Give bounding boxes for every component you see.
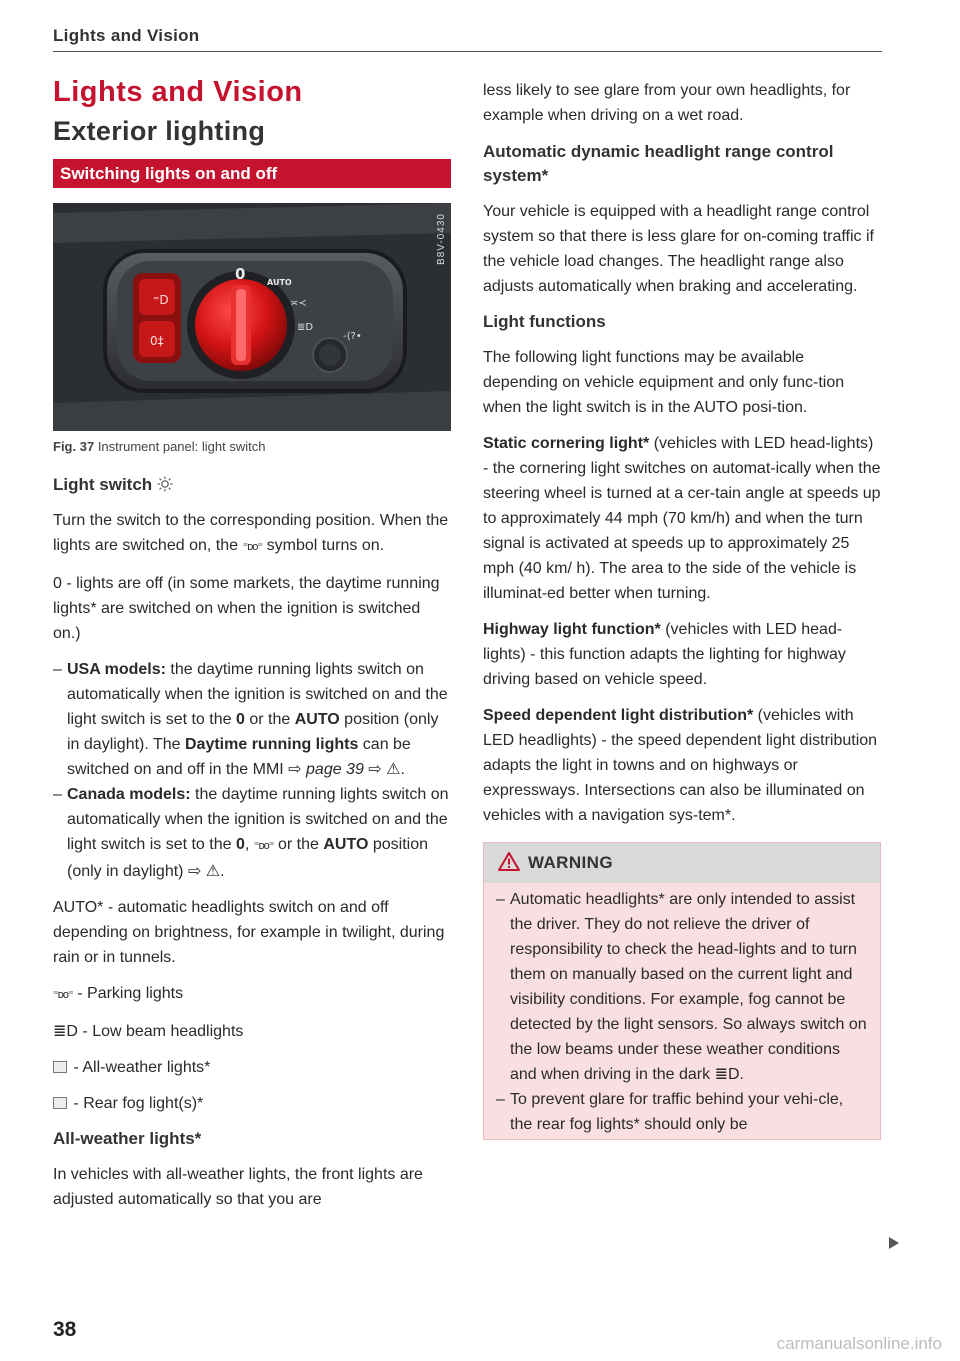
light-switch-paragraph: Turn the switch to the corresponding position. When the lights are switched on, the ⁼ᴅᴏ⁼ symbol turns on. xyxy=(53,512,449,554)
parking-light-symbol-icon: ⁼ᴅᴏ⁼ xyxy=(242,541,263,553)
figure-caption-text: Instrument panel: light switch xyxy=(97,439,266,454)
page-number: 38 xyxy=(53,1318,77,1341)
parking-light-symbol-icon: ⁼ᴅᴏ⁼ xyxy=(253,840,274,852)
light-switch-illustration xyxy=(53,203,451,431)
figure-caption-label: Fig. 37 xyxy=(53,439,95,454)
warning-header xyxy=(484,843,880,883)
warning-item: – To prevent glare for traffic behind your vehi-cle, the rear fog lights* should only be xyxy=(496,1087,868,1137)
svg-text:⁼D: ⁼D xyxy=(153,293,169,307)
warning-body xyxy=(484,883,880,1139)
parking-lights-line: ⁼ᴅᴏ⁼ - Parking lights xyxy=(53,985,184,1002)
svg-text:≣D: ≣D xyxy=(297,322,314,333)
low-beam-symbol-icon: ≣D xyxy=(53,1023,78,1040)
highway-light-paragraph: Highway light function* (vehicles with LED head-lights) - this function adapts the lighting for highway driving based on vehicle speed. xyxy=(483,621,846,688)
light-switch-heading-text: Light switch xyxy=(53,475,153,494)
low-beam-symbol-icon: ≣D xyxy=(714,1066,740,1083)
section-title: Exterior lighting xyxy=(53,116,266,146)
left-column xyxy=(53,74,451,1212)
figure-label-auto: AUTO xyxy=(267,278,292,287)
svg-text:≍≺: ≍≺ xyxy=(290,298,307,309)
auto-paragraph: AUTO* - automatic headlights switch on and off depending on brightness, for example in twilight, during rain or in tunnels. xyxy=(53,899,445,966)
figure-caption xyxy=(53,439,451,461)
position-0-paragraph: 0 - lights are off (in some markets, the daytime running lights* are switched on when the ignition is switched on.) xyxy=(53,575,440,642)
light-switch-figure xyxy=(53,203,451,431)
svg-text:-⟨?•: -⟨?• xyxy=(343,331,362,342)
warning-box xyxy=(483,842,881,1140)
parking-light-symbol-icon: ⁼ᴅᴏ⁼ xyxy=(53,989,73,1001)
subsection-bar: Switching lights on and off xyxy=(53,159,451,188)
warning-triangle-icon xyxy=(498,852,520,871)
figure-code: B8V-0430 xyxy=(436,213,447,265)
right-column xyxy=(483,78,881,1140)
rear-fog-symbol-icon xyxy=(53,1097,67,1109)
static-cornering-paragraph: Static cornering light* (vehicles with LED head-lights) - the cornering light switches on automat-ically when the steering wheel is turned at a cer-tain angle at speeds up to approximately 44 mph (70 km/h) and when the turn signal is activated at speeds up to approximately 25 mph (40 km/ h). The area to the side of the vehicle is illuminat-ed better when turning. xyxy=(483,435,881,602)
all-weather-line: - All-weather lights* xyxy=(53,1055,451,1080)
warning-title: WARNING xyxy=(528,853,613,872)
running-header: Lights and Vision xyxy=(53,26,200,45)
rear-fog-line: - Rear fog light(s)* xyxy=(53,1091,451,1116)
light-functions-heading: Light functions xyxy=(483,312,606,331)
all-weather-paragraph: In vehicles with all-weather lights, the front lights are adjusted automatically so that you are xyxy=(53,1166,423,1208)
svg-text:0‡: 0‡ xyxy=(150,334,164,348)
light-switch-heading xyxy=(53,473,451,497)
range-control-paragraph: Your vehicle is equipped with a headlight range control system so that there is less glare for on-coming traffic if the vehicle load changes. The headlight range also adjusts automatically when braking and accelerating. xyxy=(483,203,874,295)
all-weather-heading: All-weather lights* xyxy=(53,1129,202,1148)
usa-models-item: – USA models: the daytime running lights switch on automatically when the ignition is switched on and the light switch is set to the 0 or the AUTO position (only in daylight). The Daytime running lights can be switched on and off in the MMI ⇨ page 39 ⇨ ⚠. xyxy=(53,657,451,782)
range-control-heading: Automatic dynamic headlight range control system* xyxy=(483,142,834,185)
header-rule xyxy=(53,51,882,52)
glare-paragraph: less likely to see glare from your own headlights, for example when driving on a wet road. xyxy=(483,82,851,124)
speed-dependent-paragraph: Speed dependent light distribution* (vehicles with LED headlights) - the speed dependent light distribution adapts the light in towns and on highways or expressways. Intersections can also be illuminated on vehicles with a navigation sys-tem*. xyxy=(483,707,878,824)
watermark: carmanualsonline.info xyxy=(776,1334,942,1353)
figure-label-0: 0 xyxy=(235,265,246,283)
continue-arrow-icon xyxy=(889,1237,899,1249)
chapter-title: Lights and Vision xyxy=(53,76,303,108)
warning-item: – Automatic headlights* are only intended to assist the driver. They do not relieve the driver of responsibility to check the head-lights and to turn them on manually based on the current light and visibility conditions. For example, fog cannot be detected by the light sensors. So always switch on the low beams under these weather conditions and when driving in the dark ≣D. xyxy=(496,887,868,1087)
page-reference-link[interactable]: page 39 xyxy=(306,761,364,778)
light-functions-paragraph: The following light functions may be available depending on vehicle equipment and only func-tion when the light switch is in the AUTO posi-tion. xyxy=(483,349,845,416)
canada-models-item: – Canada models: the daytime running lights switch on automatically when the ignition is switched on and the light switch is set to the 0, ⁼ᴅᴏ⁼ or the AUTO position (only in daylight) ⇨ ⚠. xyxy=(53,782,451,884)
all-weather-symbol-icon xyxy=(53,1061,67,1073)
low-beam-line: ≣D - Low beam headlights xyxy=(53,1023,244,1040)
light-switch-symbol-icon xyxy=(157,476,173,492)
